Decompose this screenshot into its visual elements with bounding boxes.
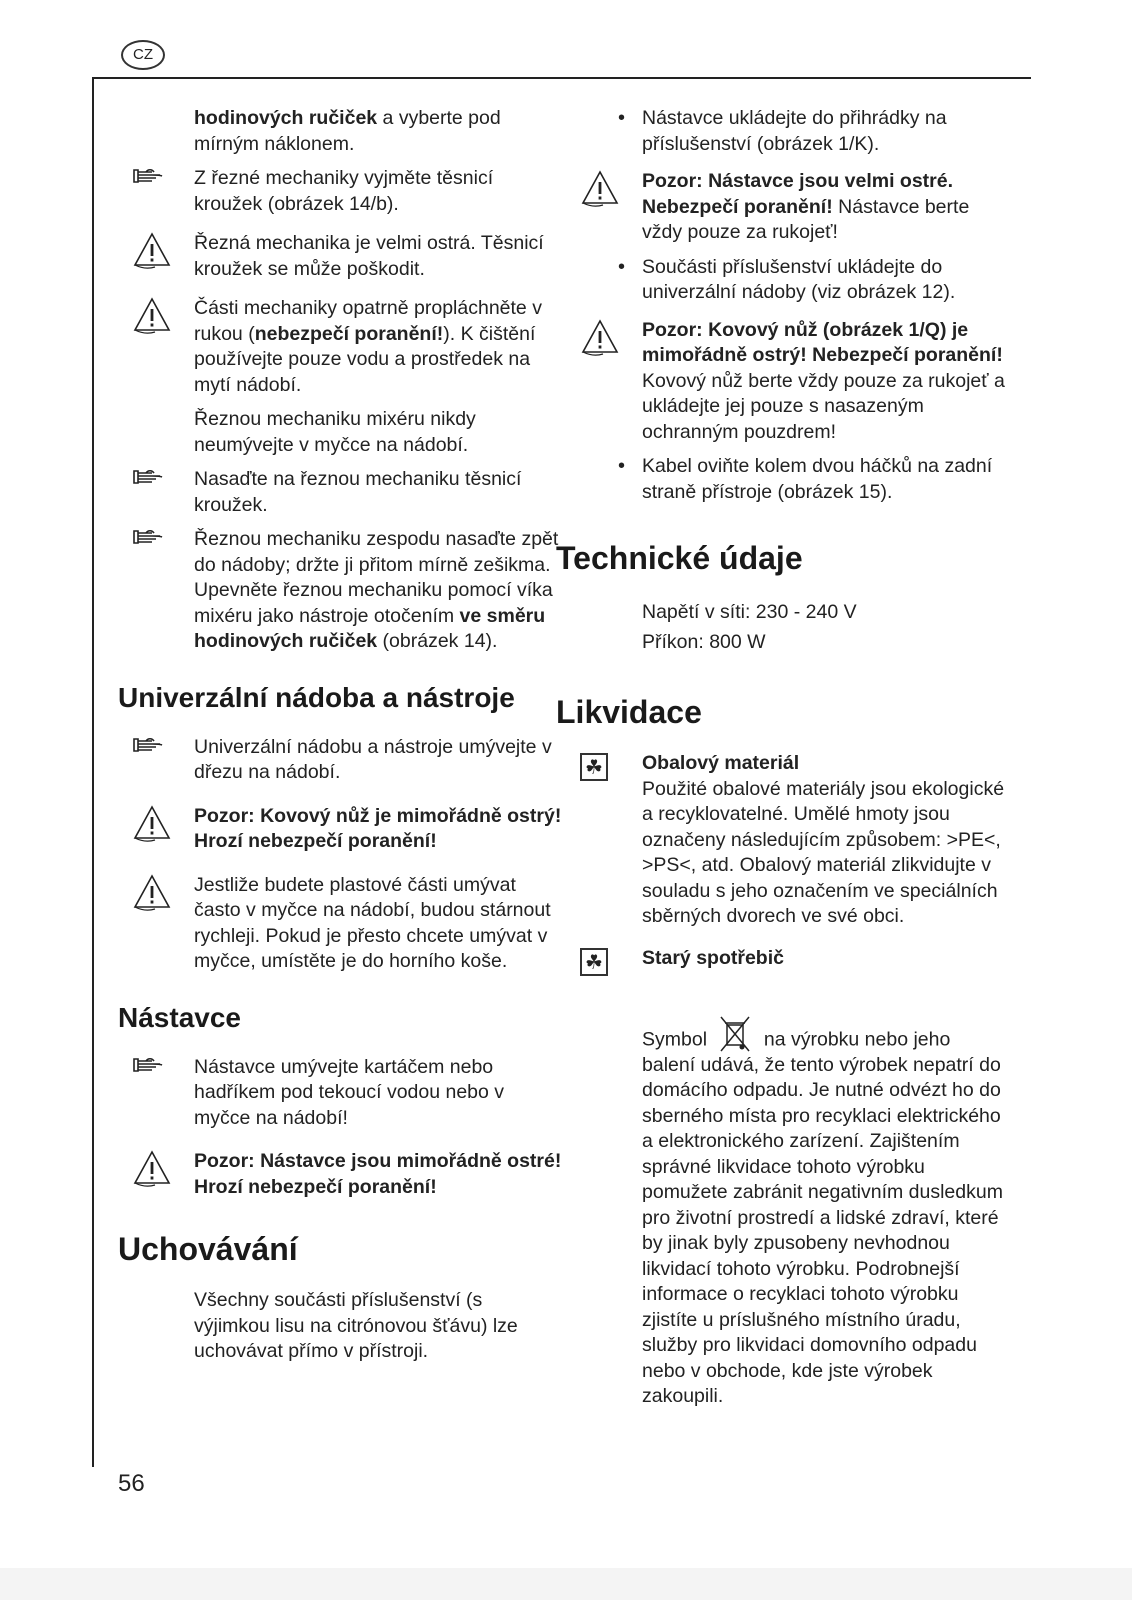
step-remove-seal: Z řezné mechaniky vyjměte těsnicí kroužek (obrázek 14/b).: [118, 166, 563, 217]
old-appliance-section: ☘ Starý spotřebič Symbol na výrobku nebo jeho balení udává, že tento výrobek nepatrí do domácího odpadu. Je nutné odvézt ho do sberného místa pro recyklaci elektrického a elektronického zarízení. Zajištením správné likvidace tohoto výrobku pomužete zabránit negativním dusledkum pro životní prostredí a lidské zdraví, které by jinak byly zpusobeny nevhodnou likvidací tohoto výrobku. Podrobnejší informace o recyklaci tohoto výrobku zjistíte u príslušného místního úradu, služby pro likvidaci domovního odpadu nebo v obchode, kde jste výrobek zakoupili.: [566, 946, 1006, 1410]
step-wash-attachments: Nástavce umývejte kartáčem nebo hadříkem pod tekoucí vodou nebo v myčce na nádobí!: [118, 1055, 563, 1132]
hand-pointer-icon: [132, 735, 166, 755]
warning-triangle-icon: [580, 169, 620, 209]
storage-text: Všechny součásti příslušenství (s výjimkou lisu na citrónovou šťávu) lze uchovávat přímo v přístroji.: [194, 1289, 518, 1362]
heading-storage: Uchovávání: [118, 1231, 298, 1267]
left-column: [118, 106, 563, 1374]
page-number: 56: [118, 1470, 145, 1497]
note-dishwasher: Řeznou mechaniku mixéru nikdy neumývejte v myčce na nádobí.: [194, 408, 476, 456]
crossed-bin-icon: [718, 1013, 752, 1053]
warning-triangle-icon: [132, 873, 172, 913]
warning-attachments-sharp: Pozor: Nástavce jsou velmi ostré. Nebezpečí poranění! Nástavce berte vždy pouze za rukojeť!: [566, 169, 1006, 246]
warning-triangle-icon: [580, 318, 620, 358]
old-appliance-heading: Starý spotřebič: [642, 946, 784, 969]
spec-voltage: Napětí v síti: 230 - 240 V: [642, 601, 857, 623]
step-reinsert: Řeznou mechaniku zespodu nasaďte zpět do nádoby; držte ji přitom mírně zešikma. Upevněte řeznou mechaniku pomocí víka mixéru jako nástroje otočením ve směru hodinových ručiček (obrázek 14).: [118, 527, 563, 655]
warning-plastic: Jestliže budete plastové části umývat často v myčce na nádobí, budou stárnout rychleji. Pokud je přesto chcete umývat v myčce, umístěte je do horního koše.: [118, 873, 563, 975]
heading-universal-bowl: Univerzální nádoba a nástroje: [118, 681, 515, 713]
heading-attachments: Nástavce: [118, 1001, 241, 1033]
warning-metal-knife: Pozor: Kovový nůž (obrázek 1/Q) je mimořádně ostrý! Nebezpečí poranění! Kovový nůž berte vždy pouze za rukojeť a ukládejte jej pouze s nasazeným ochranným pouzdrem!: [566, 318, 1006, 446]
warning-rinse: Části mechaniky opatrně propláchněte v rukou (nebezpečí poranění!). K čištění používejte pouze vodu a prostředek na mytí nádobí.: [118, 296, 563, 398]
hand-pointer-icon: [132, 166, 166, 186]
heading-technical-data: Technické údaje: [556, 540, 803, 576]
right-column: [556, 106, 1006, 1419]
spec-power: Příkon: 800 W: [642, 631, 766, 653]
heading-disposal: Likvidace: [556, 694, 702, 730]
hand-pointer-icon: [132, 527, 166, 547]
packaging-section: ☘ Obalový materiál Použité obalové materiály jsou ekologické a recyklovatelné. Umělé hmoty jsou označeny následujícím způsobem: >PE<, >PS<, atd. Obalový materiál zlikvidujte v souladu s jeho označením ve speciálních sběrných dvorech ve své obci.: [566, 751, 1006, 930]
environment-clover-icon: ☘: [580, 753, 608, 781]
hand-pointer-icon: [132, 1055, 166, 1075]
warning-knife: Pozor: Kovový nůž je mimořádně ostrý! Hrozí nebezpečí poranění!: [118, 804, 563, 855]
paragraph-cont: hodinových ručiček a vyberte pod mírným náklonem.: [194, 107, 501, 155]
top-rule: [93, 77, 1031, 79]
hand-pointer-icon: [132, 467, 166, 487]
packaging-heading: Obalový materiál: [642, 752, 800, 774]
warning-triangle-icon: [132, 1149, 172, 1189]
spec-list: [566, 597, 1006, 657]
left-rule: [92, 77, 94, 1467]
bullet-store-attachments: • Nástavce ukládejte do přihrádky na příslušenství (obrázek 1/K).: [618, 107, 947, 155]
warning-triangle-icon: [132, 231, 172, 271]
warning-sharp-blade: Řezná mechanika je velmi ostrá. Těsnicí kroužek se může poškodit.: [118, 231, 563, 282]
language-badge: CZ: [121, 40, 165, 70]
bullet-cable: • Kabel oviňte kolem dvou háčků na zadní straně přístroje (obrázek 15).: [618, 455, 993, 503]
step-attach-seal: Nasaďte na řeznou mechaniku těsnicí kroužek.: [118, 467, 563, 518]
bullet-store-accessories: • Součásti příslušenství ukládejte do univerzální nádoby (viz obrázek 12).: [618, 255, 956, 303]
bullet-icon: •: [618, 255, 626, 278]
warning-attachments: Pozor: Nástavce jsou mimořádně ostré! Hrozí nebezpečí poranění!: [118, 1149, 563, 1200]
scan-footer-strip: [0, 1568, 1132, 1600]
bullet-icon: •: [618, 455, 626, 477]
step-wash-bowl: Univerzální nádobu a nástroje umývejte v dřezu na nádobí.: [118, 735, 563, 786]
warning-triangle-icon: [132, 804, 172, 844]
bullet-icon: •: [618, 107, 626, 129]
environment-clover-icon: ☘: [580, 948, 608, 976]
warning-triangle-icon: [132, 296, 172, 336]
